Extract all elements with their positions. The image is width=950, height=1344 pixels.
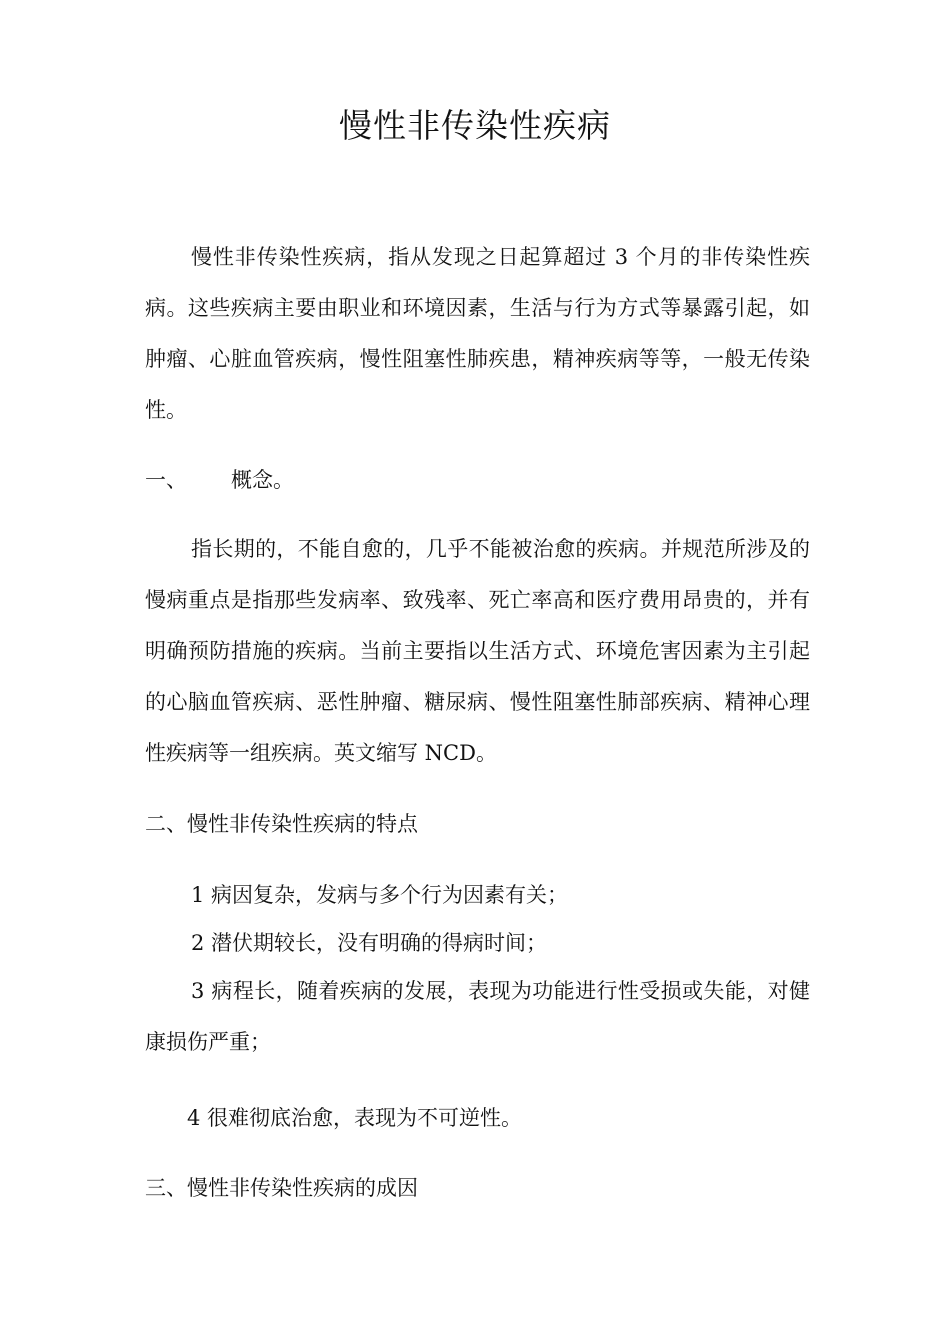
- section-1-title: 概念。: [231, 468, 294, 492]
- list-item: 1 病因复杂，发病与多个行为因素有关；: [191, 883, 569, 907]
- list-item: 4 很难彻底治愈，表现为不可逆性。: [187, 1106, 523, 1130]
- list-item: 3 病程长，随着疾病的发展，表现为功能进行性受损或失能，对健康损伤严重；: [145, 979, 810, 1054]
- document-title: 慢性非传染性疾病: [339, 106, 611, 145]
- section-2-heading: 二、慢性非传染性疾病的特点: [145, 812, 418, 836]
- section-1-heading: [145, 455, 294, 506]
- section-1-body: 指长期的，不能自愈的，几乎不能被治愈的疾病。并规范所涉及的慢病重点是指那些发病率、致残率、死亡率高和医疗费用昂贵的，并有明确预防措施的疾病。当前主要指以生活方式、环境危害因素为主引起的心脑血管疾病、恶性肿瘤、糖尿病、慢性阻塞性肺部疾病、精神心理性疾病等一组疾病。英文缩写 NCD。: [145, 537, 810, 765]
- intro-paragraph: 慢性非传染性疾病，指从发现之日起算超过 3 个月的非传染性疾病。这些疾病主要由职业和环境因素，生活与行为方式等暴露引起，如肿瘤、心脏血管疾病，慢性阻塞性肺疾患，精神疾病等等，一般无传染性。: [145, 245, 810, 422]
- section-1-number: 一、: [145, 468, 187, 492]
- list-item: 2 潜伏期较长，没有明确的得病时间；: [191, 931, 548, 955]
- section-3-heading: 三、慢性非传染性疾病的成因: [145, 1176, 418, 1200]
